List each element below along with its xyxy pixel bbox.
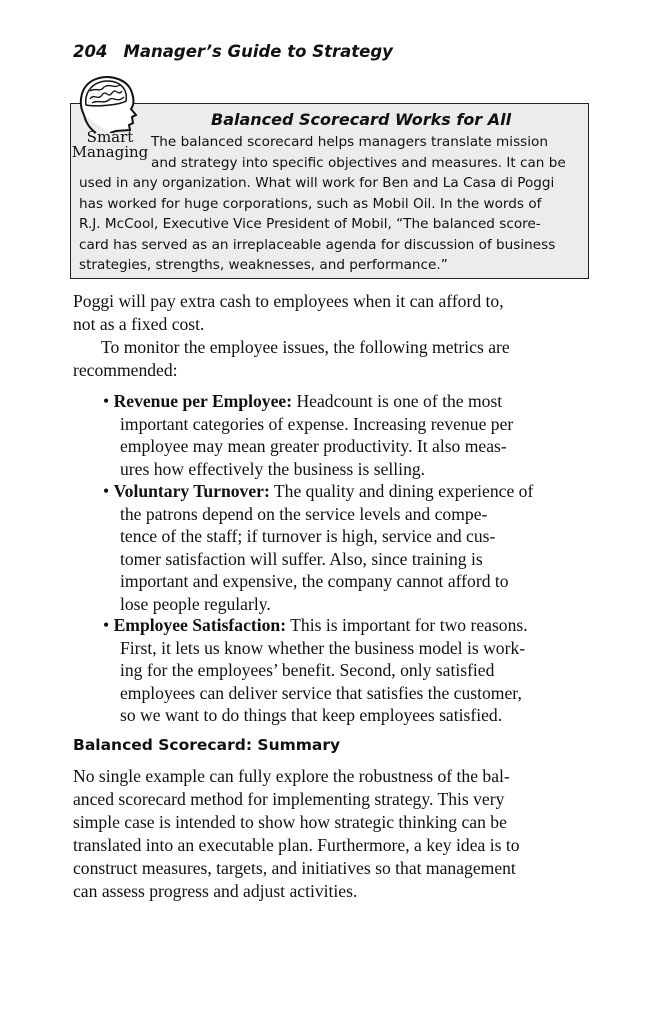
text-line: so we want to do things that keep employees satisfied. bbox=[120, 705, 503, 725]
sidebar-line: used in any organization. What will work for Ben and La Casa di Poggi bbox=[79, 175, 555, 191]
text-line: • Voluntary Turnover: The quality and dining experience of bbox=[103, 481, 534, 501]
text-line: employee may mean greater productivity. It also meas- bbox=[120, 436, 507, 456]
text-line: • Employee Satisfaction: This is important for two reasons. bbox=[103, 615, 528, 635]
text-line: important and expensive, the company cannot afford to bbox=[120, 571, 509, 591]
text-line: To monitor the employee issues, the following metrics are bbox=[101, 337, 510, 357]
paragraph-1 bbox=[73, 290, 593, 336]
brain-head-icon bbox=[76, 75, 140, 133]
text-line: simple case is intended to show how strategic thinking can be bbox=[73, 812, 507, 832]
sidebar-line: R.J. McCool, Executive Vice President of Mobil, “The balanced score- bbox=[79, 216, 541, 232]
section-heading: Balanced Scorecard: Summary bbox=[73, 736, 341, 754]
paragraph-3 bbox=[73, 765, 593, 903]
text-line: lose people regularly. bbox=[120, 593, 271, 614]
sidebar-line: card has served as an irreplaceable agenda for discussion of business bbox=[79, 236, 556, 253]
text-line: important categories of expense. Increasing revenue per bbox=[120, 413, 514, 434]
text-line: construct measures, targets, and initiatives so that management bbox=[73, 858, 516, 878]
smart-managing-logo bbox=[68, 75, 158, 167]
sidebar-title: Balanced Scorecard Works for All bbox=[211, 110, 512, 129]
bullet-item bbox=[103, 480, 593, 615]
text-line: employees can deliver service that satisfies the customer, bbox=[120, 682, 522, 703]
text-line: ing for the employees’ benefit. Second, only satisfied bbox=[120, 660, 495, 680]
bullet-term: Voluntary Turnover: bbox=[113, 481, 270, 501]
running-header bbox=[73, 42, 393, 61]
text-line: anced scorecard method for implementing strategy. This very bbox=[73, 789, 505, 809]
sidebar-line: has worked for huge corporations, such as Mobil Oil. In the words of bbox=[79, 195, 542, 212]
logo-label bbox=[68, 130, 152, 160]
sidebar-line: The balanced scorecard helps managers translate mission bbox=[151, 134, 548, 150]
text-line: ures how effectively the business is selling. bbox=[120, 458, 426, 479]
text-line: can assess progress and adjust activities. bbox=[73, 881, 358, 901]
text-line: not as a fixed cost. bbox=[73, 314, 205, 334]
text-line: No single example can fully explore the robustness of the bal- bbox=[73, 766, 510, 786]
bullet-term: Employee Satisfaction: bbox=[113, 615, 287, 635]
paragraph-2 bbox=[73, 336, 593, 382]
text-line: • Revenue per Employee: Headcount is one of the most bbox=[103, 391, 503, 411]
text-line: First, it lets us know whether the business model is work- bbox=[120, 637, 526, 658]
sidebar-line: and strategy into specific objectives and measures. It can be bbox=[151, 154, 566, 171]
bullet-item bbox=[103, 390, 593, 480]
sidebar-line: strategies, strengths, weaknesses, and performance.” bbox=[79, 257, 448, 273]
text-line: translated into an executable plan. Furthermore, a key idea is to bbox=[73, 835, 520, 855]
book-title: Manager’s Guide to Strategy bbox=[123, 42, 393, 61]
logo-word-managing: Managing bbox=[71, 143, 149, 161]
text-line: tomer satisfaction will suffer. Also, since training is bbox=[120, 548, 483, 569]
page-number: 204 bbox=[73, 42, 108, 61]
text-line: recommended: bbox=[73, 360, 178, 380]
text-line: Poggi will pay extra cash to employees when it can afford to, bbox=[73, 291, 504, 311]
bullet-term: Revenue per Employee: bbox=[113, 391, 293, 411]
logo-word-smart: Smart bbox=[86, 128, 134, 146]
text-line: tence of the staff; if turnover is high, service and cus- bbox=[120, 526, 496, 546]
bullet-item bbox=[103, 614, 593, 727]
text-line: the patrons depend on the service levels and compe- bbox=[120, 503, 488, 524]
